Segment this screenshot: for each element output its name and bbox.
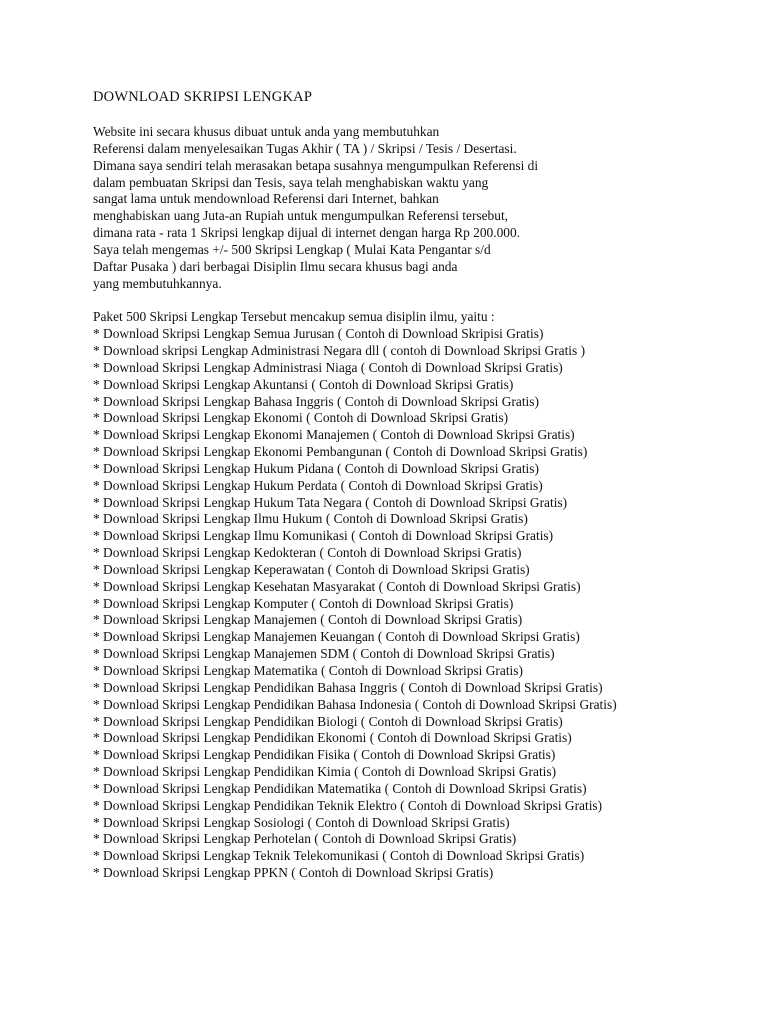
list-item: * Download Skripsi Lengkap Kedokteran ( Contoh di Download Skripsi Gratis) bbox=[93, 545, 522, 561]
list-item: * Download Skripsi Lengkap Pendidikan Biologi ( Contoh di Download Skripsi Gratis) bbox=[93, 713, 563, 729]
document-title: DOWNLOAD SKRIPSI LENGKAP bbox=[93, 89, 313, 105]
list-item: * Download Skripsi Lengkap Hukum Perdata ( Contoh di Download Skripsi Gratis) bbox=[93, 477, 543, 493]
intro-paragraph bbox=[93, 124, 733, 292]
list-item: * Download Skripsi Lengkap Pendidikan Bahasa Inggris ( Contoh di Download Skripsi Gratis) bbox=[93, 679, 603, 695]
intro-line: Referensi dalam menyelesaikan Tugas Akhir ( TA ) / Skripsi / Tesis / Desertasi. bbox=[93, 140, 517, 156]
list-item: * Download Skripsi Lengkap Komputer ( Contoh di Download Skripsi Gratis) bbox=[93, 595, 514, 611]
list-item: * Download Skripsi Lengkap Bahasa Inggris ( Contoh di Download Skripsi Gratis) bbox=[93, 393, 539, 409]
intro-line: yang membutuhkannya. bbox=[93, 275, 222, 291]
list-item: * Download Skripsi Lengkap Teknik Telekomunikasi ( Contoh di Download Skripsi Gratis) bbox=[93, 848, 585, 864]
list-item: * Download Skripsi Lengkap Hukum Tata Negara ( Contoh di Download Skripsi Gratis) bbox=[93, 494, 568, 510]
list-item: * Download Skripsi Lengkap Manajemen SDM ( Contoh di Download Skripsi Gratis) bbox=[93, 646, 555, 662]
list-item: * Download Skripsi Lengkap Pendidikan Bahasa Indonesia ( Contoh di Download Skripsi Gratis) bbox=[93, 696, 617, 712]
intro-line: Daftar Pusaka ) dari berbagai Disiplin Ilmu secara khusus bagi anda bbox=[93, 258, 458, 274]
list-item: * Download Skripsi Lengkap Sosiologi ( Contoh di Download Skripsi Gratis) bbox=[93, 814, 510, 830]
list-item: * Download Skripsi Lengkap Pendidikan Matematika ( Contoh di Download Skripsi Gratis) bbox=[93, 780, 587, 796]
list-item: * Download Skripsi Lengkap Ekonomi Pembangunan ( Contoh di Download Skripsi Gratis) bbox=[93, 444, 588, 460]
intro-line: Dimana saya sendiri telah merasakan betapa susahnya mengumpulkan Referensi di bbox=[93, 157, 539, 173]
list-item: * Download Skripsi Lengkap Keperawatan ( Contoh di Download Skripsi Gratis) bbox=[93, 561, 530, 577]
intro-line: menghabiskan uang Juta-an Rupiah untuk mengumpulkan Referensi tersebut, bbox=[93, 208, 509, 224]
list-item: * Download Skripsi Lengkap Pendidikan Fisika ( Contoh di Download Skripsi Gratis) bbox=[93, 747, 556, 763]
intro-line: Website ini secara khusus dibuat untuk anda yang membutuhkan bbox=[93, 124, 440, 139]
intro-line: dalam pembuatan Skripsi dan Tesis, saya telah menghabiskan waktu yang bbox=[93, 174, 489, 190]
document-page bbox=[93, 88, 733, 882]
list-item: * Download Skripsi Lengkap PPKN ( Contoh di Download Skripsi Gratis) bbox=[93, 865, 494, 881]
list-item: * Download Skripsi Lengkap Manajemen ( Contoh di Download Skripsi Gratis) bbox=[93, 612, 523, 628]
list-item: * Download Skripsi Lengkap Pendidikan Ekonomi ( Contoh di Download Skripsi Gratis) bbox=[93, 730, 572, 746]
intro-line: sangat lama untuk mendownload Referensi dari Internet, bahkan bbox=[93, 191, 439, 207]
list-item: * Download skripsi Lengkap Administrasi Negara dll ( contoh di Download Skripsi Gratis ) bbox=[93, 342, 586, 358]
list-item: * Download Skripsi Lengkap Ilmu Hukum ( Contoh di Download Skripsi Gratis) bbox=[93, 511, 528, 527]
discipline-list bbox=[93, 326, 733, 882]
package-heading: Paket 500 Skripsi Lengkap Tersebut mencakup semua disiplin ilmu, yaitu : bbox=[93, 309, 495, 325]
list-item: * Download Skripsi Lengkap Pendidikan Kimia ( Contoh di Download Skripsi Gratis) bbox=[93, 764, 557, 780]
list-item: * Download Skripsi Lengkap Matematika ( Contoh di Download Skripsi Gratis) bbox=[93, 663, 523, 678]
list-item: * Download Skripsi Lengkap Ekonomi Manajemen ( Contoh di Download Skripsi Gratis) bbox=[93, 427, 575, 443]
list-item: * Download Skripsi Lengkap Manajemen Keuangan ( Contoh di Download Skripsi Gratis) bbox=[93, 629, 580, 645]
list-item: * Download Skripsi Lengkap Ekonomi ( Contoh di Download Skripsi Gratis) bbox=[93, 410, 509, 426]
intro-line: dimana rata - rata 1 Skripsi lengkap dijual di internet dengan harga Rp 200.000. bbox=[93, 225, 521, 241]
list-item: * Download Skripsi Lengkap Perhotelan ( Contoh di Download Skripsi Gratis) bbox=[93, 831, 517, 847]
list-item: * Download Skripsi Lengkap Akuntansi ( Contoh di Download Skripsi Gratis) bbox=[93, 376, 514, 392]
list-item: * Download Skripsi Lengkap Kesehatan Masyarakat ( Contoh di Download Skripsi Gratis) bbox=[93, 578, 581, 594]
intro-line: Saya telah mengemas +/- 500 Skripsi Lengkap ( Mulai Kata Pengantar s/d bbox=[93, 241, 491, 257]
package-section bbox=[93, 309, 733, 882]
list-item: * Download Skripsi Lengkap Ilmu Komunikasi ( Contoh di Download Skripsi Gratis) bbox=[93, 528, 554, 544]
list-item: * Download Skripsi Lengkap Administrasi Niaga ( Contoh di Download Skripsi Gratis) bbox=[93, 359, 563, 375]
list-item: * Download Skripsi Lengkap Pendidikan Teknik Elektro ( Contoh di Download Skripsi Gratis) bbox=[93, 797, 603, 813]
list-item: * Download Skripsi Lengkap Semua Jurusan ( Contoh di Download Skripisi Gratis) bbox=[93, 326, 544, 342]
list-item: * Download Skripsi Lengkap Hukum Pidana ( Contoh di Download Skripsi Gratis) bbox=[93, 460, 539, 476]
